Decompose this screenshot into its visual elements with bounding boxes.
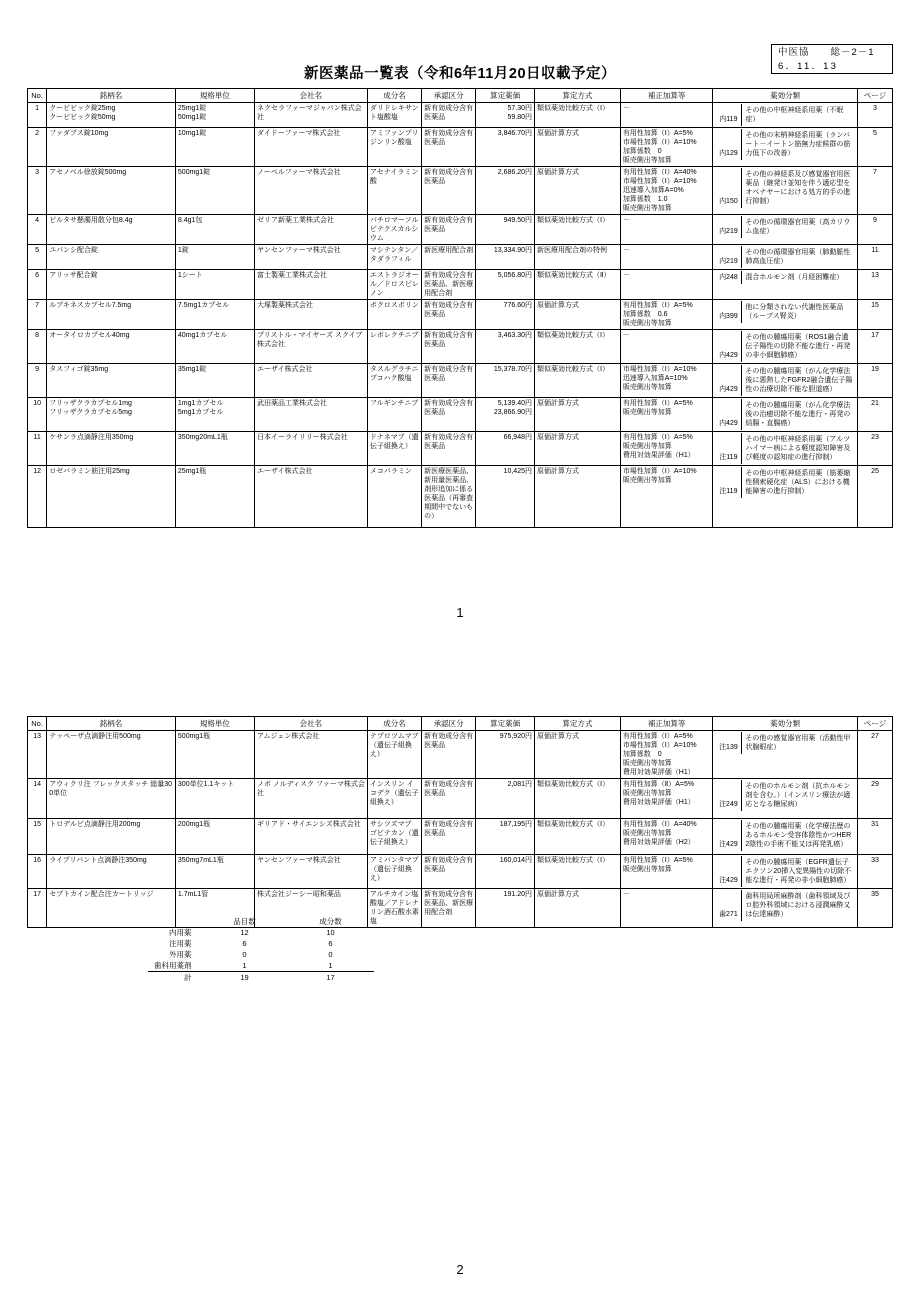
cell-company-name: 武田薬品工業株式会社	[254, 398, 367, 432]
col-no: No.	[28, 717, 47, 731]
cell-approval-category: 新有効成分含有医薬品	[422, 855, 476, 889]
cell-company-name: 富士製薬工業株式会社	[254, 270, 367, 300]
cell-spec-unit: 1シート	[175, 270, 254, 300]
cell-premium: －	[620, 330, 713, 364]
drug-class-text: その他の神経系及び感覚器官用医薬品（継発け並知を伴う適応型をオベナヤーにおける処方的手の進行抑制）	[745, 171, 851, 205]
drug-class-text: その他の中枢神経系用薬（不眠症）	[745, 107, 844, 123]
summary-row	[148, 949, 374, 960]
summary-header-cell	[148, 916, 202, 927]
cell-brand-name: フリッザクラカプセル1mg フリッザクラカプセル5mg	[47, 398, 176, 432]
cell-spec-unit: 7.5mg1カプセル	[175, 300, 254, 330]
cell-page: 27	[857, 731, 892, 779]
cell-brand-name: ライブリバント点滴静注350mg	[47, 855, 176, 889]
page-number-first: 1	[456, 605, 464, 620]
summary-ingredient-count: 17	[288, 972, 374, 984]
cell-drug-class	[713, 270, 858, 300]
col-method: 算定方式	[535, 717, 621, 731]
cell-page: 21	[857, 398, 892, 432]
cell-ingredient-name: ボクロスポリン	[367, 300, 421, 330]
cell-spec-unit: 25mg1瓶	[175, 466, 254, 528]
cell-calculation-method: 原価計算方式	[535, 432, 621, 466]
cell-ingredient-name: アセナイラミン酸	[367, 167, 421, 215]
cell-ingredient-name: アミバンタマブ（遺伝子組換え）	[367, 855, 421, 889]
cell-ingredient-name: レボレクチニブ	[367, 330, 421, 364]
drug-class-text: その他の腫瘍用薬（ROS1融合遺伝子陽性の切除不能な進行・再発の非小細胞肺癌）	[745, 334, 851, 359]
cell-calculated-price: 949.50円	[476, 215, 535, 245]
cell-drug-class	[713, 330, 858, 364]
cell-spec-unit: 500mg1瓶	[175, 731, 254, 779]
cell-company-name: 日本イーライリリー株式会社	[254, 432, 367, 466]
table-header-row	[28, 717, 893, 731]
cell-spec-unit: 350mg20mL1瓶	[175, 432, 254, 466]
cell-approval-category: 新有効成分含有医薬品	[422, 432, 476, 466]
cell-calculation-method: 類似薬効比較方式（Ⅰ）	[535, 779, 621, 819]
cell-spec-unit: 1.7mL1管	[175, 889, 254, 928]
col-brand: 銘柄名	[47, 89, 176, 103]
table-row	[28, 128, 893, 167]
cell-approval-category: 新医療用配合剤	[422, 245, 476, 270]
cell-premium: 有用性加算（Ⅰ）A=40% 市場性加算（Ⅰ）A=10% 迅速導入加算A=0% 加算係数 1.0 販売側出等加算	[620, 167, 713, 215]
cell-brand-name: ビルタサ懸濁用散分包8.4g	[47, 215, 176, 245]
cell-company-name: アムジェン株式会社	[254, 731, 367, 779]
cell-calculation-method: 類似薬効比較方式（Ⅰ）	[535, 819, 621, 855]
summary-label: 計	[148, 972, 202, 984]
cell-no: 1	[28, 103, 47, 128]
cell-calculated-price: 187,195円	[476, 819, 535, 855]
cell-approval-category: 新有効成分含有医薬品	[422, 731, 476, 779]
cell-no: 6	[28, 270, 47, 300]
summary-row	[148, 927, 374, 938]
summary-item-count: 12	[240, 928, 249, 937]
cell-calculated-price: 776.60円	[476, 300, 535, 330]
cell-page: 29	[857, 779, 892, 819]
cell-drug-class	[713, 300, 858, 330]
cell-drug-class	[713, 103, 858, 128]
cell-premium: －	[620, 215, 713, 245]
cell-approval-category: 新有効成分含有医薬品、新医療用配合剤	[422, 270, 476, 300]
col-approval: 承認区分	[422, 717, 476, 731]
cell-calculation-method: 原価計算方式	[535, 889, 621, 928]
summary-item-count: 1	[242, 961, 247, 970]
summary-header-cell: 品目数	[233, 917, 256, 926]
cell-spec-unit: 35mg1錠	[175, 364, 254, 398]
table-row	[28, 779, 893, 819]
table-row	[28, 270, 893, 300]
drug-class-code: 歯271	[715, 890, 742, 921]
table-row	[28, 398, 893, 432]
cell-spec-unit: 1錠	[175, 245, 254, 270]
col-price: 算定薬価	[476, 89, 535, 103]
drug-class-text: その他の腫瘍用薬（がん化学療法後に悪熱したFGFR2融合遺伝子陽性の治療切除不能な胆道癌）	[745, 368, 853, 393]
cell-no: 3	[28, 167, 47, 215]
cell-calculated-price: 66,948円	[476, 432, 535, 466]
cell-approval-category: 新有効成分含有医薬品	[422, 215, 476, 245]
summary-label: 外用薬	[169, 950, 192, 959]
table-header-row	[28, 89, 893, 103]
cell-company-name: ゼリア新薬工業株式会社	[254, 215, 367, 245]
cell-company-name: エーザイ株式会社	[254, 466, 367, 528]
cell-brand-name: クービビック錠25mg クービビック錠50mg	[47, 103, 176, 128]
page-number-second: 2	[456, 1262, 464, 1277]
summary-label: 内用薬	[169, 928, 192, 937]
cell-premium: 有用性加算（Ⅱ）A=5% 販売側出等加算 費用対効果評価（H1）	[620, 779, 713, 819]
drug-class-code: 注429	[715, 856, 742, 887]
drug-class-text: その他の循環器官用薬（高カリウム血症）	[745, 219, 851, 235]
cell-calculation-method: 類似薬効比較方式（Ⅰ）	[535, 330, 621, 364]
col-premium: 補正加算等	[620, 89, 713, 103]
cell-calculation-method: 類似薬効比較方式（Ⅰ）	[535, 855, 621, 889]
cell-page: 31	[857, 819, 892, 855]
cell-calculated-price: 5,056.80円	[476, 270, 535, 300]
table-body-page2	[28, 731, 893, 928]
table-row	[28, 466, 893, 528]
col-ingredient: 成分名	[367, 89, 421, 103]
cell-page: 3	[857, 103, 892, 128]
summary-item-count: 6	[242, 939, 247, 948]
cell-approval-category: 新有効成分含有医薬品	[422, 300, 476, 330]
cell-company-name: ギリアド・サイエンシズ株式会社	[254, 819, 367, 855]
cell-page: 5	[857, 128, 892, 167]
cell-page: 19	[857, 364, 892, 398]
cell-premium: 市場性加算（Ⅰ）A=10% 販売側出等加算	[620, 466, 713, 528]
cell-calculation-method: 原価計算方式	[535, 167, 621, 215]
cell-calculation-method: 類似薬効比較方式（Ⅰ）	[535, 103, 621, 128]
cell-calculated-price: 975,920円	[476, 731, 535, 779]
cell-drug-class	[713, 466, 858, 528]
cell-approval-category: 新有効成分含有医薬品	[422, 779, 476, 819]
cell-ingredient-name: サシツズマブ ゴビテカン（遺伝子組換え）	[367, 819, 421, 855]
cell-premium: 有用性加算（Ⅰ）A=40% 販売側出等加算 費用対効果評価（H2）	[620, 819, 713, 855]
cell-approval-category: 新有効成分含有医薬品	[422, 103, 476, 128]
drug-class-text: その他の中枢神経系用薬（アルツハイマー病による軽度認知障害及び軽度の認知症の進行抑制）	[745, 436, 851, 461]
cell-no: 17	[28, 889, 47, 928]
cell-spec-unit: 1mg1カプセル 5mg1カプセル	[175, 398, 254, 432]
table-row	[28, 300, 893, 330]
summary-row	[148, 972, 374, 984]
col-no: No.	[28, 89, 47, 103]
cell-approval-category: 新有効成分含有医薬品	[422, 128, 476, 167]
cell-premium: －	[620, 245, 713, 270]
cell-company-name: エーザイ株式会社	[254, 364, 367, 398]
drug-class-code: 内429	[715, 331, 742, 362]
cell-approval-category: 新有効成分含有医薬品	[422, 819, 476, 855]
table-row	[28, 731, 893, 779]
summary-label: 歯科用薬剤	[154, 961, 192, 970]
cell-brand-name: オータイロカプセル40mg	[47, 330, 176, 364]
col-company: 会社名	[254, 89, 367, 103]
cell-drug-class	[713, 889, 858, 928]
cell-brand-name: アセノベル徐放錠500mg	[47, 167, 176, 215]
cell-calculated-price: 57.30円 59.80円	[476, 103, 535, 128]
col-page: ページ	[857, 717, 892, 731]
cell-premium: 有用性加算（Ⅰ）A=5% 販売側出等加算	[620, 398, 713, 432]
cell-brand-name: ルブキネスカプセル7.5mg	[47, 300, 176, 330]
cell-premium: 有用性加算（Ⅰ）A=5% 加算係数 0.6 販売側出等加算	[620, 300, 713, 330]
cell-brand-name: ユパンシ配合錠	[47, 245, 176, 270]
summary-body	[148, 916, 374, 983]
cell-no: 10	[28, 398, 47, 432]
table-row	[28, 103, 893, 128]
col-drugclass: 薬効分類	[713, 717, 858, 731]
summary-ingredient-count: 10	[326, 928, 335, 937]
summary-ingredient-count: 1	[328, 961, 333, 970]
cell-calculation-method: 原価計算方式	[535, 128, 621, 167]
cell-page: 35	[857, 889, 892, 928]
cell-drug-class	[713, 128, 858, 167]
stamp-line-1: 中医協 総－2－1	[778, 47, 875, 58]
cell-premium: －	[620, 889, 713, 928]
cell-calculated-price: 2,686.20円	[476, 167, 535, 215]
cell-calculation-method: 原価計算方式	[535, 398, 621, 432]
cell-calculation-method: 原価計算方式	[535, 466, 621, 528]
cell-no: 16	[28, 855, 47, 889]
drug-class-code: 内219	[715, 246, 742, 268]
cell-calculation-method: 類似薬効比較方式（Ⅰ）	[535, 364, 621, 398]
cell-calculation-method: 類似薬効比較方式（Ⅰ）	[535, 215, 621, 245]
cell-brand-name: テッペーザ点滴静注用500mg	[47, 731, 176, 779]
cell-approval-category: 新有効成分含有医薬品、新医療用配合剤	[422, 889, 476, 928]
summary-header-cell: 成分数	[319, 917, 342, 926]
cell-page: 17	[857, 330, 892, 364]
table-row	[28, 819, 893, 855]
drug-class-text: その他の末梢神経系用薬（ランバート－イートン筋無力症候群の筋力低下の改善）	[745, 132, 851, 157]
summary-row	[148, 960, 374, 972]
cell-ingredient-name: インスリン イコデク（遺伝子組換え）	[367, 779, 421, 819]
col-company: 会社名	[254, 717, 367, 731]
drug-class-code: 内150	[715, 168, 742, 208]
drug-class-text: 混合ホルモン剤（月経困難症）	[745, 274, 844, 281]
cell-calculated-price: 15,378.70円	[476, 364, 535, 398]
cell-drug-class	[713, 731, 858, 779]
cell-ingredient-name: ドナネマブ（遺伝子組換え）	[367, 432, 421, 466]
cell-company-name: ブリストル・マイヤーズ スクイブ株式会社	[254, 330, 367, 364]
drug-class-text: 他に分類されない代謝性医薬品（ルーブス腎炎）	[745, 304, 844, 320]
col-spec: 規格単位	[175, 717, 254, 731]
table-row	[28, 364, 893, 398]
col-drugclass: 薬効分類	[713, 89, 858, 103]
col-ingredient: 成分名	[367, 717, 421, 731]
summary-row	[148, 938, 374, 949]
drug-class-code: 注249	[715, 780, 742, 811]
cell-spec-unit: 40mg1カプセル	[175, 330, 254, 364]
cell-ingredient-name: ダリドレキサント塩酸塩	[367, 103, 421, 128]
cell-page: 33	[857, 855, 892, 889]
cell-spec-unit: 350mg7mL1瓶	[175, 855, 254, 889]
summary-header-row	[148, 916, 374, 927]
table-row	[28, 167, 893, 215]
cell-spec-unit: 200mg1瓶	[175, 819, 254, 855]
cell-drug-class	[713, 432, 858, 466]
cell-page: 11	[857, 245, 892, 270]
drug-class-code: 注429	[715, 820, 742, 851]
page-title: 新医薬品一覧表（令和6年11月20日収載予定）	[303, 66, 617, 82]
drug-class-text: その他の腫瘍用薬（EGFR遺伝子エクソン20挿入変異陽性の切除不能な進行・再発の非小細胞肺癌）	[745, 859, 852, 884]
cell-calculated-price: 13,334.90円	[476, 245, 535, 270]
cell-ingredient-name: タスルグラチニブコハク酸塩	[367, 364, 421, 398]
cell-ingredient-name: マシテンタン／タダラフィル	[367, 245, 421, 270]
cell-company-name: 株式会社ジーシー昭和薬品	[254, 889, 367, 928]
drug-class-code: 注119	[715, 433, 742, 464]
cell-spec-unit: 300単位1.1キット	[175, 779, 254, 819]
cell-premium: －	[620, 103, 713, 128]
cell-ingredient-name: テプロツムマブ（遺伝子組換え）	[367, 731, 421, 779]
drug-class-text: その他の腫瘍用薬（がん化学療法後の治癒切除不能な進行・再発の結腸・直腸癌）	[745, 402, 851, 427]
table-row	[28, 855, 893, 889]
col-approval: 承認区分	[422, 89, 476, 103]
cell-brand-name: アウィクリ注 フレックスタッチ 総量300単位	[47, 779, 176, 819]
cell-company-name: ヤンセンファーマ株式会社	[254, 855, 367, 889]
cell-brand-name: ファダプス錠10mg	[47, 128, 176, 167]
col-price: 算定薬価	[476, 717, 535, 731]
drug-class-code: 注139	[715, 732, 742, 754]
cell-brand-name: セプトカイン配合注カートリッジ	[47, 889, 176, 928]
cell-calculated-price: 10,425円	[476, 466, 535, 528]
cell-page: 9	[857, 215, 892, 245]
cell-brand-name: タスフィゴ錠35mg	[47, 364, 176, 398]
cell-no: 9	[28, 364, 47, 398]
drug-class-text: 歯科用局所麻酔剤（歯科領域及びロ腔外科領域における浸潤麻酔又は伝達麻酔）	[745, 893, 851, 918]
drug-class-code: 注119	[715, 467, 742, 498]
drug-class-code: 内119	[715, 104, 742, 126]
cell-calculation-method: 類似薬効比較方式（Ⅱ）	[535, 270, 621, 300]
cell-calculation-method: 原価計算方式	[535, 731, 621, 779]
drug-class-code: 内129	[715, 129, 742, 160]
cell-spec-unit: 25mg1錠 50mg1錠	[175, 103, 254, 128]
table-body-page1	[28, 103, 893, 528]
cell-company-name: ネクセラファーマジャパン株式会社	[254, 103, 367, 128]
cell-page: 23	[857, 432, 892, 466]
table-row	[28, 245, 893, 270]
cell-calculated-price: 3,846.70円	[476, 128, 535, 167]
cell-no: 8	[28, 330, 47, 364]
stamp-line-2: 6．11．13	[778, 61, 839, 72]
cell-premium: 有用性加算（Ⅰ）A=5% 市場性加算（Ⅰ）A=10% 加算係数 0 販売側出等加算	[620, 128, 713, 167]
cell-no: 15	[28, 819, 47, 855]
new-drug-table-page2	[27, 716, 893, 928]
drug-class-text: その他の腫瘍用薬（化学療法歴のあるホルモン受容体陰性かつHER2陰性の手術不能又は再発乳癌）	[745, 823, 852, 848]
drug-class-code: 内429	[715, 365, 742, 396]
cell-drug-class	[713, 819, 858, 855]
cell-drug-class	[713, 364, 858, 398]
cell-no: 14	[28, 779, 47, 819]
summary-item-count: 0	[242, 950, 247, 959]
summary-block	[148, 916, 374, 983]
cell-no: 11	[28, 432, 47, 466]
cell-ingredient-name: エストラジオール／ドロスピレノン	[367, 270, 421, 300]
cell-page: 15	[857, 300, 892, 330]
cell-drug-class	[713, 167, 858, 215]
cell-ingredient-name: フルギンチニブ	[367, 398, 421, 432]
cell-no: 12	[28, 466, 47, 528]
drug-class-text: その他の循環器官用薬（肺動脈性肺高血圧症）	[745, 249, 851, 265]
cell-company-name: ヤンセンファーマ株式会社	[254, 245, 367, 270]
cell-company-name: 大塚製薬株式会社	[254, 300, 367, 330]
cell-page: 25	[857, 466, 892, 528]
summary-item-count: 19	[202, 972, 288, 984]
cell-calculation-method: 新医療用配合剤の特例	[535, 245, 621, 270]
cell-premium: －	[620, 270, 713, 300]
cell-no: 13	[28, 731, 47, 779]
drug-class-code: 内219	[715, 216, 742, 238]
new-drug-table-page1	[27, 88, 893, 528]
cell-ingredient-name: メコバラミン	[367, 466, 421, 528]
cell-calculated-price: 2,081円	[476, 779, 535, 819]
cell-ingredient-name: アミファンプリジンリン酸塩	[367, 128, 421, 167]
cell-company-name: ノボ ノルディスク ファーマ株式会社	[254, 779, 367, 819]
summary-ingredient-count: 6	[328, 939, 333, 948]
cell-company-name: ノーベルファーマ株式会社	[254, 167, 367, 215]
cell-no: 4	[28, 215, 47, 245]
cell-company-name: ダイドーファーマ株式会社	[254, 128, 367, 167]
cell-spec-unit: 8.4g1包	[175, 215, 254, 245]
cell-drug-class	[713, 245, 858, 270]
drug-class-text: その他のホルモン剤（抗ホルモン剤を含む。）（インスリン療法が適応となる糖尿病）	[745, 783, 851, 808]
table-row	[28, 330, 893, 364]
cell-calculated-price: 191.20円	[476, 889, 535, 928]
drug-class-code: 内399	[715, 301, 742, 323]
cell-no: 2	[28, 128, 47, 167]
cell-approval-category: 新有効成分含有医薬品	[422, 398, 476, 432]
cell-ingredient-name: パチロマーソルビテクスカルシウム	[367, 215, 421, 245]
cell-approval-category: 新有効成分含有医薬品	[422, 167, 476, 215]
drug-class-code: 内429	[715, 399, 742, 430]
cell-calculation-method: 原価計算方式	[535, 300, 621, 330]
cell-brand-name: アリッサ配合錠	[47, 270, 176, 300]
cell-brand-name: ケサンラ点滴静注用350mg	[47, 432, 176, 466]
col-page: ページ	[857, 89, 892, 103]
cell-brand-name: トロデルビ点滴静注用200mg	[47, 819, 176, 855]
cell-approval-category: 新医療医薬品、新用量医薬品、剤形追加に係る医薬品（再審査期間中でないもの）	[422, 466, 476, 528]
cell-approval-category: 新有効成分含有医薬品	[422, 364, 476, 398]
cell-no: 7	[28, 300, 47, 330]
drug-class-text: その他の中枢神経系用薬（筋萎縮性側索硬化症（ALS）における機能障害の進行抑制）	[745, 470, 851, 495]
col-premium: 補正加算等	[620, 717, 713, 731]
cell-page: 7	[857, 167, 892, 215]
drug-class-text: その他の感覚器官用薬（活動性甲状腺眼症）	[745, 735, 851, 751]
summary-table	[148, 916, 374, 983]
summary-label: 注用薬	[169, 939, 192, 948]
summary-ingredient-count: 0	[328, 950, 333, 959]
cell-approval-category: 新有効成分含有医薬品	[422, 330, 476, 364]
cell-spec-unit: 500mg1錠	[175, 167, 254, 215]
col-method: 算定方式	[535, 89, 621, 103]
cell-no: 5	[28, 245, 47, 270]
cell-spec-unit: 10mg1錠	[175, 128, 254, 167]
cell-drug-class	[713, 779, 858, 819]
cell-page: 13	[857, 270, 892, 300]
cell-calculated-price: 160,014円	[476, 855, 535, 889]
cell-drug-class	[713, 398, 858, 432]
cell-premium: 有用性加算（Ⅰ）A=5% 販売側出等加算	[620, 855, 713, 889]
cell-premium: 有用性加算（Ⅰ）A=5% 販売側出等加算 費用対効果評価（H1）	[620, 432, 713, 466]
cell-calculated-price: 5,139.40円 23,866.90円	[476, 398, 535, 432]
cell-premium: 有用性加算（Ⅰ）A=5% 市場性加算（Ⅰ）A=10% 加算係数 0 販売側出等加算 費用対効果評価（H1）	[620, 731, 713, 779]
cell-ingredient-name: アルチカイン塩酸塩／アドレナリン酒石酸水素塩	[367, 889, 421, 928]
cell-drug-class	[713, 855, 858, 889]
cell-brand-name: ロゼバラミン筋注用25mg	[47, 466, 176, 528]
col-brand: 銘柄名	[47, 717, 176, 731]
table-row	[28, 432, 893, 466]
table-row	[28, 215, 893, 245]
cell-drug-class	[713, 215, 858, 245]
drug-class-code: 内248	[715, 271, 742, 284]
cell-premium: 市場性加算（Ⅰ）A=10% 迅速導入加算A=10% 販売側出等加算	[620, 364, 713, 398]
col-spec: 規格単位	[175, 89, 254, 103]
cell-calculated-price: 3,463.30円	[476, 330, 535, 364]
